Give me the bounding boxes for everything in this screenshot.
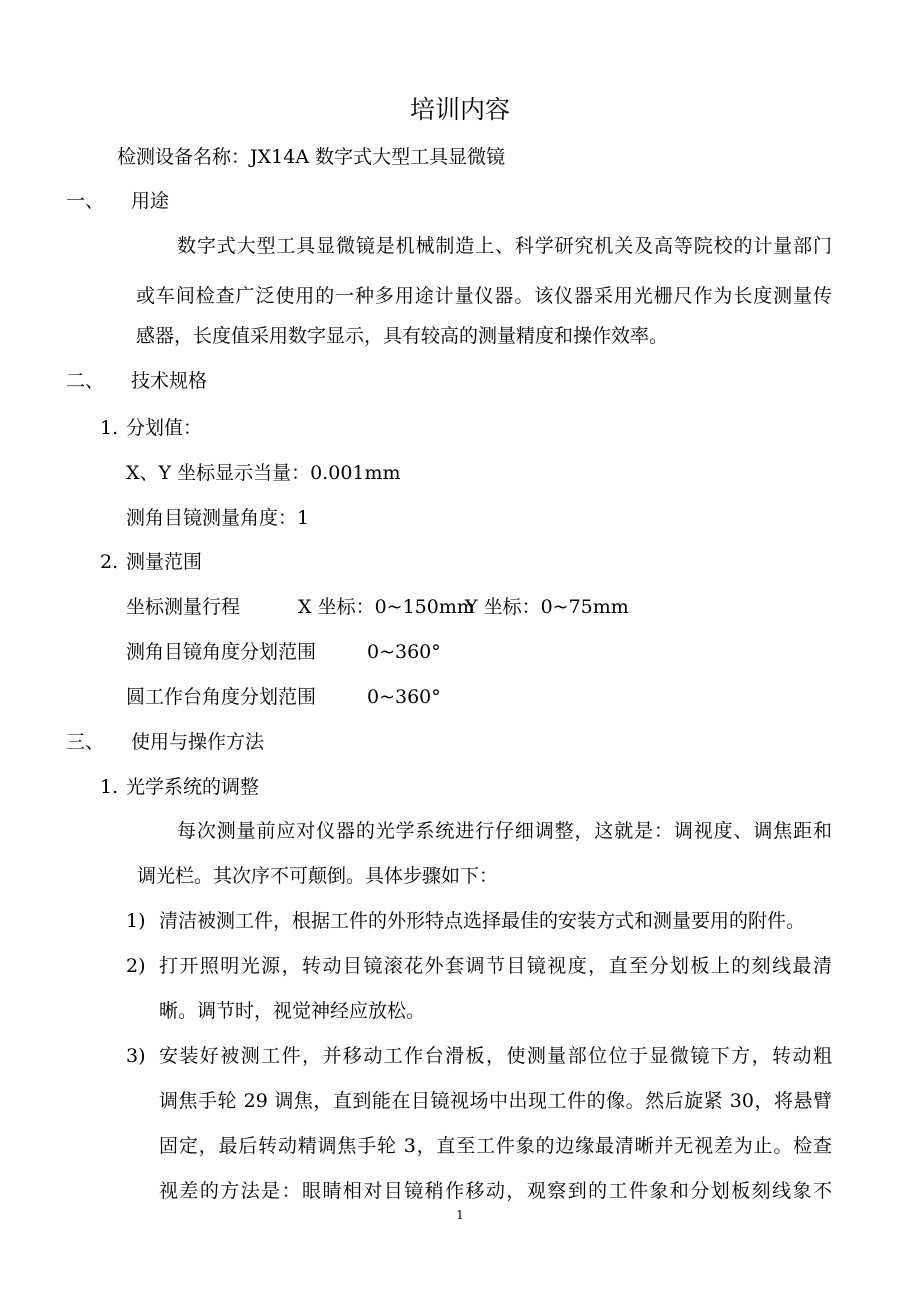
spec-eyepiece-range-label: 测角目镜角度分划范围 bbox=[126, 641, 317, 663]
spec-table-range-value: 0~360° bbox=[367, 686, 441, 708]
page-title: 培训内容 bbox=[409, 95, 510, 124]
step-line: 固定，最后转动精调焦手轮 3，直至工件象的边缘最清晰并无视差为止。检查 bbox=[159, 1135, 832, 1157]
page-number: 1 bbox=[456, 1208, 464, 1222]
spec-xy-display: X、Y 坐标显示当量：0.001mm bbox=[126, 462, 401, 484]
usage-paragraph-line: 或车间检查广泛使用的一种多用途计量仪器。该仪器采用光栅尺作为长度测量传 bbox=[136, 285, 832, 307]
section-number: 二、 bbox=[66, 370, 105, 392]
operation-item-title: 光学系统的调整 bbox=[126, 776, 260, 798]
step-line: 调焦手轮 29 调焦，直到能在目镜视场中出现工件的像。然后旋紧 30，将悬臂 bbox=[159, 1090, 832, 1112]
spec-angle-measure: 测角目镜测量角度：1 bbox=[126, 507, 310, 529]
spec-coord-travel-x: X 坐标：0~150mm bbox=[298, 596, 475, 618]
list-number: 2. bbox=[100, 551, 119, 573]
operation-intro-line: 每次测量前应对仪器的光学系统进行仔细调整，这就是：调视度、调焦距和 bbox=[177, 820, 832, 842]
operation-intro-line: 调光栏。其次序不可颠倒。具体步骤如下： bbox=[137, 865, 499, 887]
spec-table-range-label: 圆工作台角度分划范围 bbox=[126, 686, 317, 708]
step-line: 清洁被测工件，根据工件的外形特点选择最佳的安装方式和测量要用的附件。 bbox=[159, 910, 806, 932]
list-number: 1. bbox=[100, 776, 119, 798]
usage-paragraph-line: 数字式大型工具显微镜是机械制造上、科学研究机关及高等院校的计量部门 bbox=[177, 235, 832, 257]
spec-item-title: 分划值： bbox=[126, 417, 203, 439]
step-line: 晰。调节时，视觉神经应放松。 bbox=[159, 1000, 426, 1022]
section-number: 一、 bbox=[66, 190, 105, 212]
section-heading-operation: 使用与操作方法 bbox=[131, 731, 265, 753]
spec-eyepiece-range-value: 0~360° bbox=[367, 641, 441, 663]
step-number: 3) bbox=[126, 1045, 146, 1067]
list-number: 1. bbox=[100, 417, 119, 439]
section-heading-usage: 用途 bbox=[131, 190, 170, 212]
step-line: 视差的方法是：眼睛相对目镜稍作移动，观察到的工件象和分划板刻线象不 bbox=[159, 1180, 832, 1202]
spec-coord-travel-label: 坐标测量行程 bbox=[126, 596, 241, 618]
step-line: 打开照明光源，转动目镜滚花外套调节目镜视度，直至分划板上的刻线最清 bbox=[159, 955, 832, 977]
usage-paragraph-line: 感器，长度值采用数字显示，具有较高的测量精度和操作效率。 bbox=[136, 325, 669, 347]
spec-coord-travel-y: Y 坐标：0~75mm bbox=[465, 596, 629, 618]
section-heading-specs: 技术规格 bbox=[131, 370, 208, 392]
step-number: 2) bbox=[126, 955, 146, 977]
section-number: 三、 bbox=[66, 731, 105, 753]
device-name-line: 检测设备名称：JX14A 数字式大型工具显微镜 bbox=[117, 146, 506, 168]
step-number: 1) bbox=[126, 910, 146, 932]
spec-item-title: 测量范围 bbox=[126, 551, 203, 573]
step-line: 安装好被测工件，并移动工作台滑板，使测量部位位于显微镜下方，转动粗 bbox=[159, 1045, 832, 1067]
